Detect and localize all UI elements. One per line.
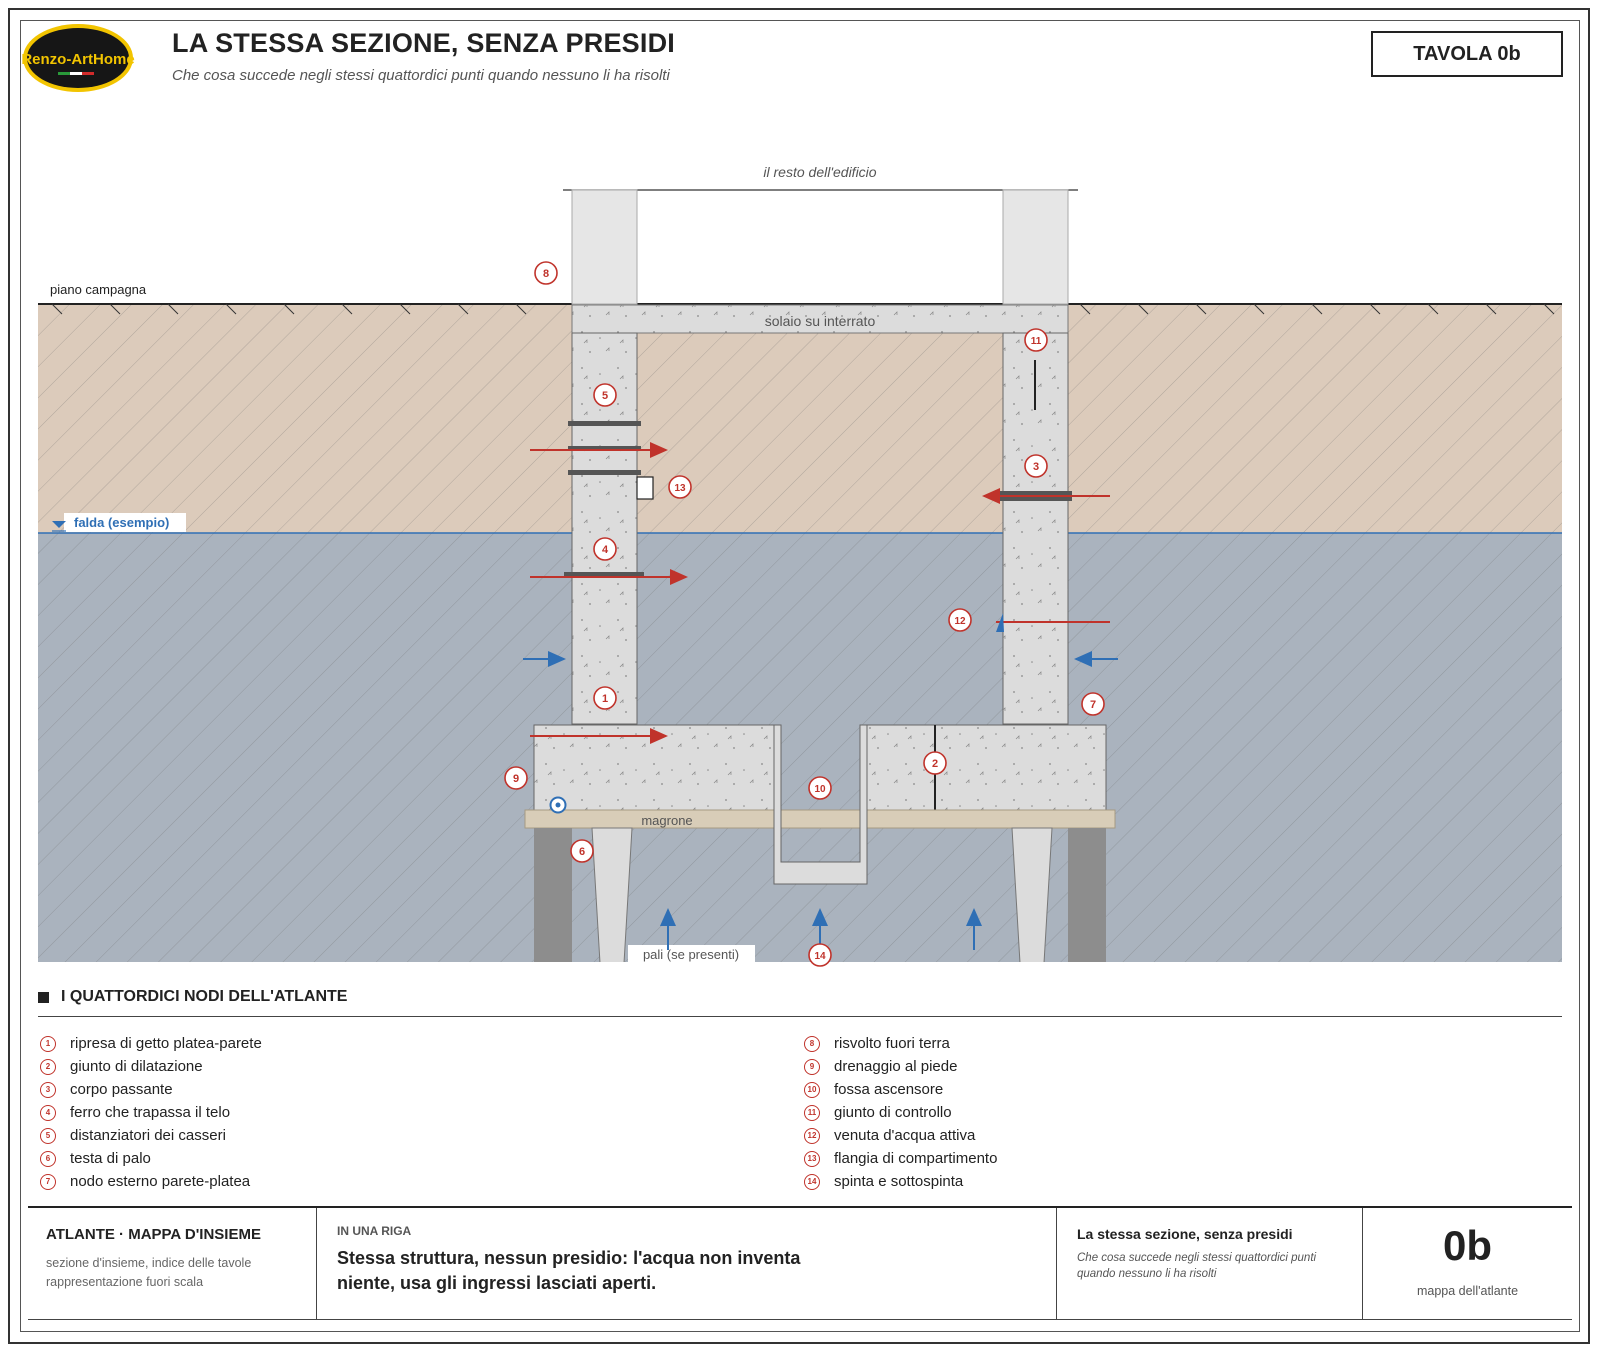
upper-wall-left [572, 190, 637, 304]
legend-column-right [804, 1032, 997, 1193]
sheet-title-cell [1056, 1208, 1362, 1319]
sheet-subtitle: Che cosa succede negli stessi quattordici punti quando nessuno li ha risolti [1077, 1252, 1317, 1280]
tavola-badge: TAVOLA 0b [1371, 31, 1563, 77]
base-slab-right-texture [867, 725, 1106, 810]
legend-item: 7 nodo esterno parete-platea [40, 1170, 262, 1193]
sheet-kind: mappa dell'atlante [1416, 1284, 1519, 1298]
pile-shadow-right [1068, 828, 1106, 963]
svg-text:4: 4 [601, 544, 609, 556]
lean-concrete [525, 810, 1115, 828]
marker-4 [594, 538, 616, 560]
legend-column-left [40, 1032, 262, 1193]
summary-text: Stessa struttura, nessun presidio: l'acqua non inventa niente, usa gli ingressi lasciati aperti. [337, 1248, 801, 1293]
legend-item: 2 giunto di dilatazione [40, 1055, 262, 1078]
svg-text:10: 10 [814, 784, 826, 795]
marker-9 [505, 767, 527, 789]
atlas-title: ATLANTE · MAPPA D'INSIEME [46, 1226, 261, 1243]
drain-icon [551, 798, 566, 813]
svg-text:2: 2 [931, 758, 939, 770]
legend-item: 13 flangia di compartimento [804, 1147, 997, 1170]
svg-text:13: 13 [674, 483, 686, 494]
marker-13 [669, 476, 691, 498]
legend-item: 5 distanziatori dei casseri [40, 1124, 262, 1147]
sheet-code-cell [1362, 1208, 1572, 1319]
svg-text:7: 7 [1089, 699, 1097, 711]
page-subtitle: Che cosa succede negli stessi quattordici punti quando nessuno li ha risolti [172, 67, 670, 84]
legend-item: 10 fossa ascensore [804, 1078, 997, 1101]
legend-item: 3 corpo passante [40, 1078, 262, 1101]
marker-11 [1025, 329, 1047, 351]
legend-item: 11 giunto di controllo [804, 1101, 997, 1124]
legend-item: 8 risvolto fuori terra [804, 1032, 997, 1055]
flange-box [637, 477, 653, 499]
spacer-bar [568, 421, 641, 426]
lean-label: magrone [641, 813, 693, 828]
marker-14 [809, 944, 831, 966]
atlas-line-2: rappresentazione fuori scala [46, 1275, 204, 1289]
svg-text:8: 8 [542, 268, 550, 280]
legend-item: 1 ripresa di getto platea-parete [40, 1032, 262, 1055]
marker-3 [1025, 455, 1047, 477]
legend-item: 6 testa di palo [40, 1147, 262, 1170]
building-label: il resto dell'edificio [763, 164, 877, 180]
atlas-line-1: sezione d'insieme, indice delle tavole [46, 1256, 252, 1270]
legend-item: 9 drenaggio al piede [804, 1055, 997, 1078]
upper-wall-right [1003, 190, 1068, 304]
svg-text:11: 11 [1030, 336, 1042, 347]
spacer-bar [568, 470, 641, 475]
logo-text: Renzo-ArtHome [21, 51, 135, 68]
base-slab-left-texture [534, 725, 774, 810]
svg-text:3: 3 [1032, 461, 1040, 473]
legend-item: 12 venuta d'acqua attiva [804, 1124, 997, 1147]
legend-item: 14 spinta e sottospinta [804, 1170, 997, 1193]
water-label: falda (esempio) [74, 515, 170, 530]
slab-label: solaio su interrato [764, 313, 876, 329]
svg-text:6: 6 [578, 846, 586, 858]
summary-label: IN UNA RIGA [337, 1224, 412, 1238]
sheet-title: La stessa sezione, senza presidi [1077, 1226, 1293, 1242]
ground-label: piano campagna [50, 282, 147, 297]
marker-12 [949, 609, 971, 631]
summary-cell [316, 1208, 1056, 1319]
svg-text:9: 9 [512, 773, 520, 785]
pile-shadow-left [534, 828, 572, 963]
legend-title-text: I QUATTORDICI NODI DELL'ATLANTE [61, 988, 348, 1005]
legend-title [38, 988, 347, 1006]
svg-text:14: 14 [814, 951, 826, 962]
marker-10 [809, 777, 831, 799]
legend-item: 4 ferro che trapassa il telo [40, 1101, 262, 1124]
legend-square-icon [38, 992, 49, 1003]
sheet-code: 0b [1442, 1222, 1492, 1269]
legend-divider [38, 1016, 1562, 1017]
marker-5 [594, 384, 616, 406]
marker-7 [1082, 693, 1104, 715]
atlas-cell [28, 1208, 316, 1319]
svg-text:1: 1 [601, 693, 609, 705]
svg-text:12: 12 [954, 616, 966, 627]
piles-label: pali (se presenti) [642, 947, 740, 962]
page-title: LA STESSA SEZIONE, SENZA PRESIDI [172, 28, 675, 58]
title-block [28, 1206, 1572, 1320]
marker-6 [571, 840, 593, 862]
marker-2 [924, 752, 946, 774]
svg-text:5: 5 [601, 390, 609, 402]
marker-1 [594, 687, 616, 709]
marker-8 [535, 262, 557, 284]
